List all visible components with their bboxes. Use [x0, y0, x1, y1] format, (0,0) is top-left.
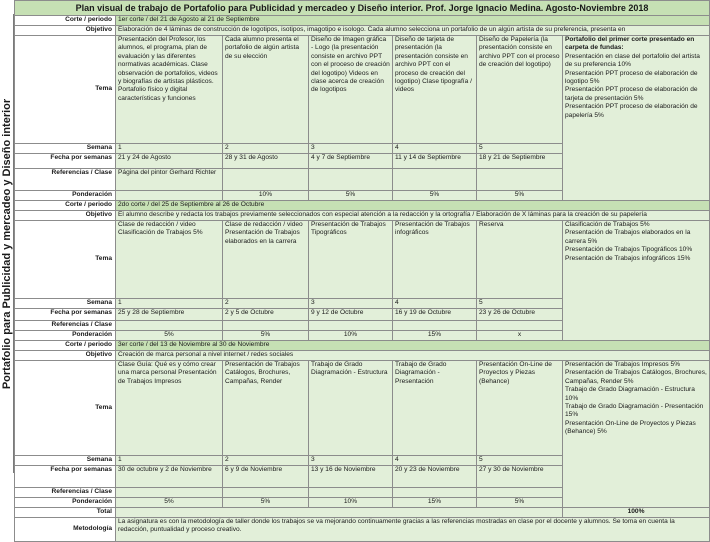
summary-line: Presentación de Trabajos Impresos 5%: [565, 361, 681, 368]
tema-cell[interactable]: Clase de redacción / video Clasificación de Trabajos 5%: [116, 221, 223, 299]
tema-cell[interactable]: Diseño de tarjeta de presentación (la presentación consiste en archivo PPT con el proceso de creación del logotipo) Clase tipografía / videos: [393, 36, 477, 144]
summary-line: Presentación On-Line de Proyectos y Piezas (Behance) 5%: [565, 419, 696, 436]
objective-cell[interactable]: Creación de marca personal a nivel internet / redes sociales: [116, 351, 710, 361]
period-cell[interactable]: 3er corte / del 13 de Noviembre al 30 de Noviembre: [116, 341, 710, 351]
label-referencias[interactable]: Referencias / Clase: [15, 321, 116, 331]
ref-cell[interactable]: [309, 169, 393, 191]
ref-cell[interactable]: [116, 488, 223, 498]
label-objetivo[interactable]: Objetivo: [15, 211, 116, 221]
weight-cell[interactable]: 5%: [477, 191, 563, 201]
summary-cell[interactable]: [563, 221, 710, 341]
summary-line: Clasificación de Trabajos 5%: [565, 221, 650, 228]
date-cell[interactable]: 25 y 28 de Septiembre: [116, 309, 223, 321]
week-cell[interactable]: 5: [477, 299, 563, 309]
weight-cell[interactable]: 10%: [309, 331, 393, 341]
date-cell[interactable]: 2 y 5 de Octubre: [223, 309, 309, 321]
label-tema[interactable]: Tema: [15, 36, 116, 144]
week-cell[interactable]: 3: [309, 456, 393, 466]
tema-cell[interactable]: Presentación On-Line de Proyectos y Piezas (Behance): [477, 361, 563, 456]
label-semana[interactable]: Semana: [15, 144, 116, 154]
summary-line: Presentación en clase del portafolio del artista de su preferencia 10%: [565, 52, 700, 69]
grand-total-cell[interactable]: 100%: [563, 508, 710, 518]
ref-cell[interactable]: [116, 321, 223, 331]
label-ponderacion[interactable]: Ponderación: [15, 498, 116, 508]
tema-cell[interactable]: Cada alumno presenta el portafolio de algún artista de su elección: [223, 36, 309, 144]
summary-cell[interactable]: [563, 36, 710, 201]
weight-cell[interactable]: 5%: [223, 498, 309, 508]
summary-line: Presentación de Trabajos elaborados en la carrera 5%: [565, 229, 691, 245]
summary-line: Presentación PPT proceso de elaboración de tarjeta de presentación 5%: [565, 86, 698, 102]
week-cell[interactable]: 1: [116, 456, 223, 466]
tema-cell[interactable]: Trabajo de Grado Diagramación - Estructura: [309, 361, 393, 456]
tema-cell[interactable]: Presentación de Trabajos infográficos: [393, 221, 477, 299]
tema-cell[interactable]: Clase Guía: Qué es y cómo crear una marca personal Presentación de Trabajos Impresos: [116, 361, 223, 456]
tema-cell[interactable]: Clase de redacción / video Presentación de Trabajos elaborados en la carrera: [223, 221, 309, 299]
date-cell[interactable]: 11 y 14 de Septiembre: [393, 154, 477, 169]
side-label-column: [0, 14, 14, 473]
tema-cell[interactable]: Presentación de Trabajos Catálogos, Brochures, Campañas, Render: [223, 361, 309, 456]
ref-cell[interactable]: [309, 321, 393, 331]
ref-cell[interactable]: [393, 321, 477, 331]
label-corte[interactable]: Corte / periodo: [15, 16, 116, 26]
summary-line: Presentación de Trabajos Tipográficos 10%: [565, 246, 693, 254]
label-ponderacion[interactable]: Ponderación: [15, 331, 116, 341]
week-cell[interactable]: 2: [223, 144, 309, 154]
label-fecha[interactable]: Fecha por semanas: [15, 309, 116, 321]
ref-cell[interactable]: [393, 169, 477, 191]
date-cell[interactable]: 4 y 7 de Septiembre: [309, 154, 393, 169]
week-cell[interactable]: 2: [223, 299, 309, 309]
label-metodologia[interactable]: Metodología: [15, 518, 116, 542]
weight-cell[interactable]: 15%: [393, 331, 477, 341]
label-referencias[interactable]: Referencias / Clase: [15, 488, 116, 498]
week-cell[interactable]: 4: [393, 299, 477, 309]
tema-cell[interactable]: Presentación del Profesor, los alumnos, el programa, plan de evaluación y las diferentes normativas académicas. Clase observación de portafolios, videos y biografías de artistas plásticos. Portafolio físico y digital características y funciones: [116, 36, 223, 144]
summary-title: Portafolio del primer corte presentado en carpeta de fundas:: [565, 36, 695, 52]
week-cell[interactable]: 3: [309, 299, 393, 309]
label-referencias[interactable]: Referencias / Clase: [15, 169, 116, 191]
label-fecha[interactable]: Fecha por semanas: [15, 154, 116, 169]
summary-line: Presentación PPT proceso de elaboración de papelería 5%: [565, 103, 698, 119]
ref-cell[interactable]: [393, 488, 477, 498]
ref-cell[interactable]: [223, 169, 309, 191]
tema-cell[interactable]: Trabajo de Grado Diagramación - Presentación: [393, 361, 477, 456]
ref-cell[interactable]: [477, 169, 563, 191]
objective-cell[interactable]: El alumno describe y redacta los trabajos previamente seleccionados con especial atención a la redacción y la ortografía / Elaboración de X láminas para la creación de su papelería: [116, 211, 710, 221]
date-cell[interactable]: 16 y 19 de Octubre: [393, 309, 477, 321]
tema-cell[interactable]: Reserva: [477, 221, 563, 299]
date-cell[interactable]: 18 y 21 de Septiembre: [477, 154, 563, 169]
period-cell[interactable]: 1er corte / del 21 de Agosto al 21 de Septiembre: [116, 16, 710, 26]
ref-cell[interactable]: [223, 488, 309, 498]
date-cell[interactable]: 23 y 26 de Octubre: [477, 309, 563, 321]
summary-line: Trabajo de Grado Diagramación - Presentación 15%: [565, 403, 704, 419]
label-tema[interactable]: Tema: [15, 221, 116, 299]
week-cell[interactable]: 4: [393, 144, 477, 154]
summary-line: Trabajo de Grado Diagramación - Estructura 10%: [565, 386, 695, 402]
label-semana[interactable]: Semana: [15, 456, 116, 466]
methodology-cell[interactable]: La asignatura es con la metodología de taller donde los trabajos se va mejorando continuamente gracias a las referencias mostradas en clase por el docente y alumnos. Se toma en cuenta la redacción, puntualidad y proceso creativo.: [116, 518, 710, 542]
week-cell[interactable]: 1: [116, 144, 223, 154]
week-cell[interactable]: 4: [393, 456, 477, 466]
weight-cell[interactable]: 10%: [223, 191, 309, 201]
date-cell[interactable]: 28 y 31 de Agosto: [223, 154, 309, 169]
weight-cell[interactable]: [116, 191, 223, 201]
label-objetivo[interactable]: Objetivo: [15, 351, 116, 361]
sheet-title[interactable]: Plan visual de trabajo de Portafolio para Publicidad y mercadeo y Diseño interior. Prof. Jorge Ignacio Medina. Agosto-Noviembre 2018: [15, 1, 710, 16]
date-cell[interactable]: 20 y 23 de Noviembre: [393, 466, 477, 488]
date-cell[interactable]: 13 y 16 de Noviembre: [309, 466, 393, 488]
summary-line: Presentación de Trabajos infográficos 15%: [565, 254, 691, 262]
date-cell[interactable]: 9 y 12 de Octubre: [309, 309, 393, 321]
weight-cell[interactable]: 10%: [309, 498, 393, 508]
weight-cell[interactable]: 5%: [309, 191, 393, 201]
label-total[interactable]: Total: [15, 508, 116, 518]
weight-cell[interactable]: x: [477, 331, 563, 341]
ref-cell[interactable]: [223, 321, 309, 331]
summary-line: Presentación PPT proceso de elaboración de logotipo 5%: [565, 69, 698, 86]
label-corte[interactable]: Corte / periodo: [15, 341, 116, 351]
label-corte[interactable]: Corte / periodo: [15, 201, 116, 211]
summary-cell[interactable]: [563, 361, 710, 508]
week-cell[interactable]: 5: [477, 144, 563, 154]
ref-cell[interactable]: [477, 321, 563, 331]
period-cell[interactable]: 2do corte / del 25 de Septiembre al 26 de Octubre: [116, 201, 710, 211]
weight-cell[interactable]: 5%: [477, 498, 563, 508]
label-objetivo[interactable]: Objetivo: [15, 26, 116, 36]
weight-cell[interactable]: 5%: [393, 191, 477, 201]
ref-cell[interactable]: Página del pintor Gerhard Richter: [116, 169, 223, 191]
date-cell[interactable]: 30 de octubre y 2 de Noviembre: [116, 466, 223, 488]
label-semana[interactable]: Semana: [15, 299, 116, 309]
tema-cell[interactable]: Diseño de Papelería (la presentación consiste en archivo PPT con el proceso de creación del logotipo): [477, 36, 563, 144]
week-cell[interactable]: 1: [116, 299, 223, 309]
plan-table: [14, 0, 710, 542]
week-cell[interactable]: 2: [223, 456, 309, 466]
weight-cell[interactable]: 5%: [116, 498, 223, 508]
objective-cell[interactable]: Elaboración de 4 láminas de construcción de logotipos, isotipos, imagotipo e isologo. Cada alumno selecciona un portafolio de un algún artista de su preferencia, presenta en: [116, 26, 710, 36]
date-cell[interactable]: 27 y 30 de Noviembre: [477, 466, 563, 488]
date-cell[interactable]: 6 y 9 de Noviembre: [223, 466, 309, 488]
ref-cell[interactable]: [309, 488, 393, 498]
side-label: Portafolio para Publicidad y mercadeo y Diseño interior: [0, 98, 13, 389]
weight-cell[interactable]: 15%: [393, 498, 477, 508]
tema-cell[interactable]: Diseño de Imagen gráfica - Logo (la presentación consiste en archivo PPT con el proceso de creación del logotipo) Videos en clase acerca de creación de logotipos: [309, 36, 393, 144]
total-blank-cell[interactable]: [116, 508, 563, 518]
week-cell[interactable]: 5: [477, 456, 563, 466]
weight-cell[interactable]: 5%: [116, 331, 223, 341]
label-fecha[interactable]: Fecha por semanas: [15, 466, 116, 488]
ref-cell[interactable]: [477, 488, 563, 498]
weight-cell[interactable]: 5%: [223, 331, 309, 341]
label-ponderacion[interactable]: Ponderación: [15, 191, 116, 201]
week-cell[interactable]: 3: [309, 144, 393, 154]
tema-cell[interactable]: Presentación de Trabajos Tipográficos: [309, 221, 393, 299]
label-tema[interactable]: Tema: [15, 361, 116, 456]
summary-line: Presentación de Trabajos Catálogos, Brochures, Campañas, Render 5%: [565, 369, 707, 385]
date-cell[interactable]: 21 y 24 de Agosto: [116, 154, 223, 169]
